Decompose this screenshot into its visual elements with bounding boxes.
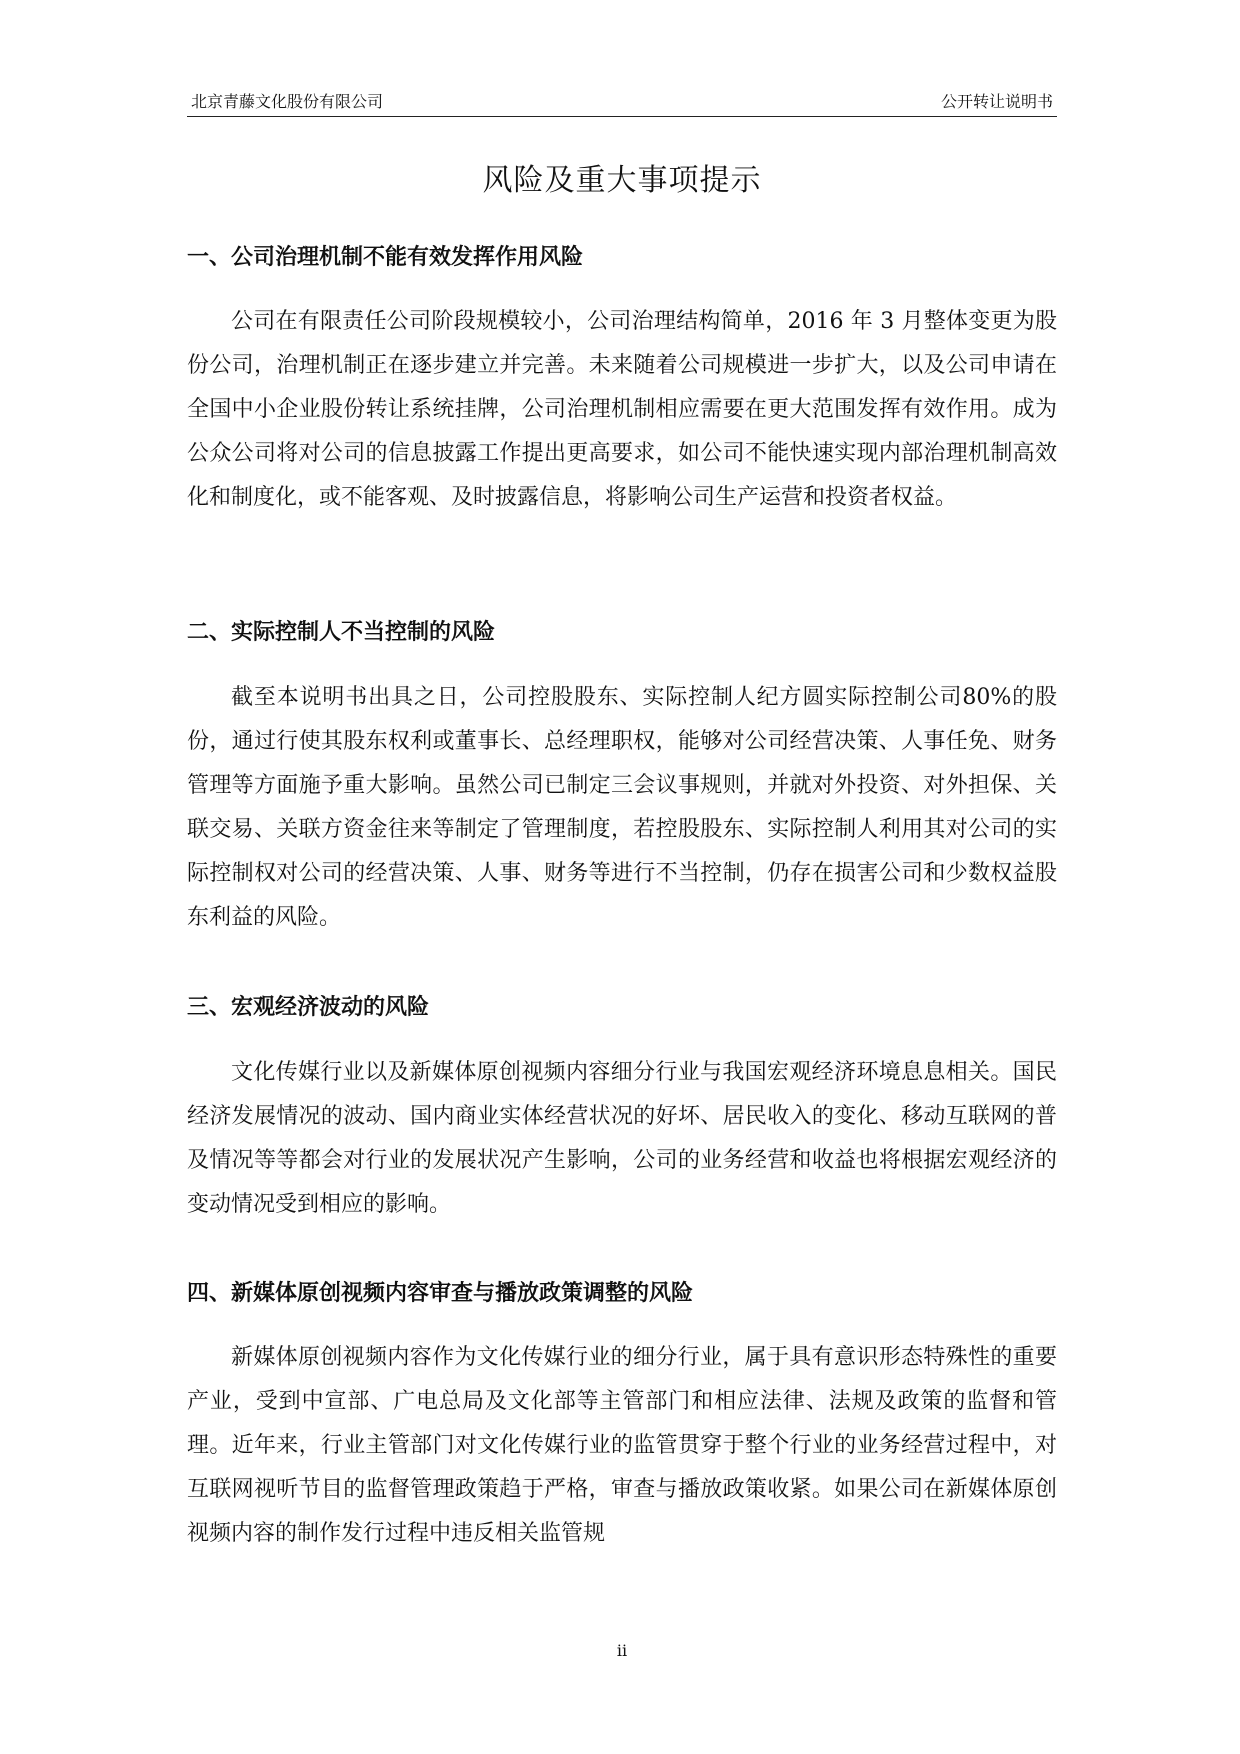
- section-body-controller-risk: 截至本说明书出具之日，公司控股股东、实际控制人纪方圆实际控制公司80%的股份，通过行使其股东权利或董事长、总经理职权，能够对公司经营决策、人事任免、财务管理等方面施予重大影响。虽然公司已制定三会议事规则，并就对外投资、对外担保、关联交易、关联方资金往来等制定了管理制度，若控股股东、实际控制人利用其对公司的实际控制权对公司的经营决策、人事、财务等进行不当控制，仍存在损害公司和少数权益股东利益的风险。: [187, 685, 1057, 930]
- section-heading-macro-risk: 三、宏观经济波动的风险: [187, 995, 430, 1020]
- header-company-name: 北京青藤文化股份有限公司: [191, 92, 384, 111]
- page-title: 风险及重大事项提示: [482, 163, 762, 198]
- section-body-governance-risk: 公司在有限责任公司阶段规模较小，公司治理结构简单，2016 年 3 月整体变更为股份公司，治理机制正在逐步建立并完善。未来随着公司规模进一步扩大，以及公司申请在全国中小企业股份转让系统挂牌，公司治理机制相应需要在更大范围发挥有效作用。成为公众公司将对公司的信息披露工作提出更高要求，如公司不能快速实现内部治理机制高效化和制度化，或不能客观、及时披露信息，将影响公司生产运营和投资者权益。: [187, 309, 1057, 510]
- page-header: [187, 86, 1057, 117]
- section-heading-governance-risk: 一、公司治理机制不能有效发挥作用风险: [187, 245, 584, 270]
- page-number: ii: [616, 1641, 628, 1660]
- section-body-macro-risk: 文化传媒行业以及新媒体原创视频内容细分行业与我国宏观经济环境息息相关。国民经济发展情况的波动、国内商业实体经营状况的好坏、居民收入的变化、移动互联网的普及情况等等都会对行业的发展状况产生影响，公司的业务经营和收益也将根据宏观经济的变动情况受到相应的影响。: [187, 1060, 1057, 1217]
- header-document-type: 公开转让说明书: [940, 92, 1053, 111]
- section-heading-controller-risk: 二、实际控制人不当控制的风险: [187, 620, 496, 645]
- section-body-policy-risk: 新媒体原创视频内容作为文化传媒行业的细分行业，属于具有意识形态特殊性的重要产业，受到中宣部、广电总局及文化部等主管部门和相应法律、法规及政策的监督和管理。近年来，行业主管部门对文化传媒行业的监管贯穿于整个行业的业务经营过程中，对互联网视听节目的监督管理政策趋于严格，审查与播放政策收紧。如果公司在新媒体原创视频内容的制作发行过程中违反相关监管规: [187, 1345, 1057, 1546]
- section-heading-policy-risk: 四、新媒体原创视频内容审查与播放政策调整的风险: [187, 1281, 694, 1306]
